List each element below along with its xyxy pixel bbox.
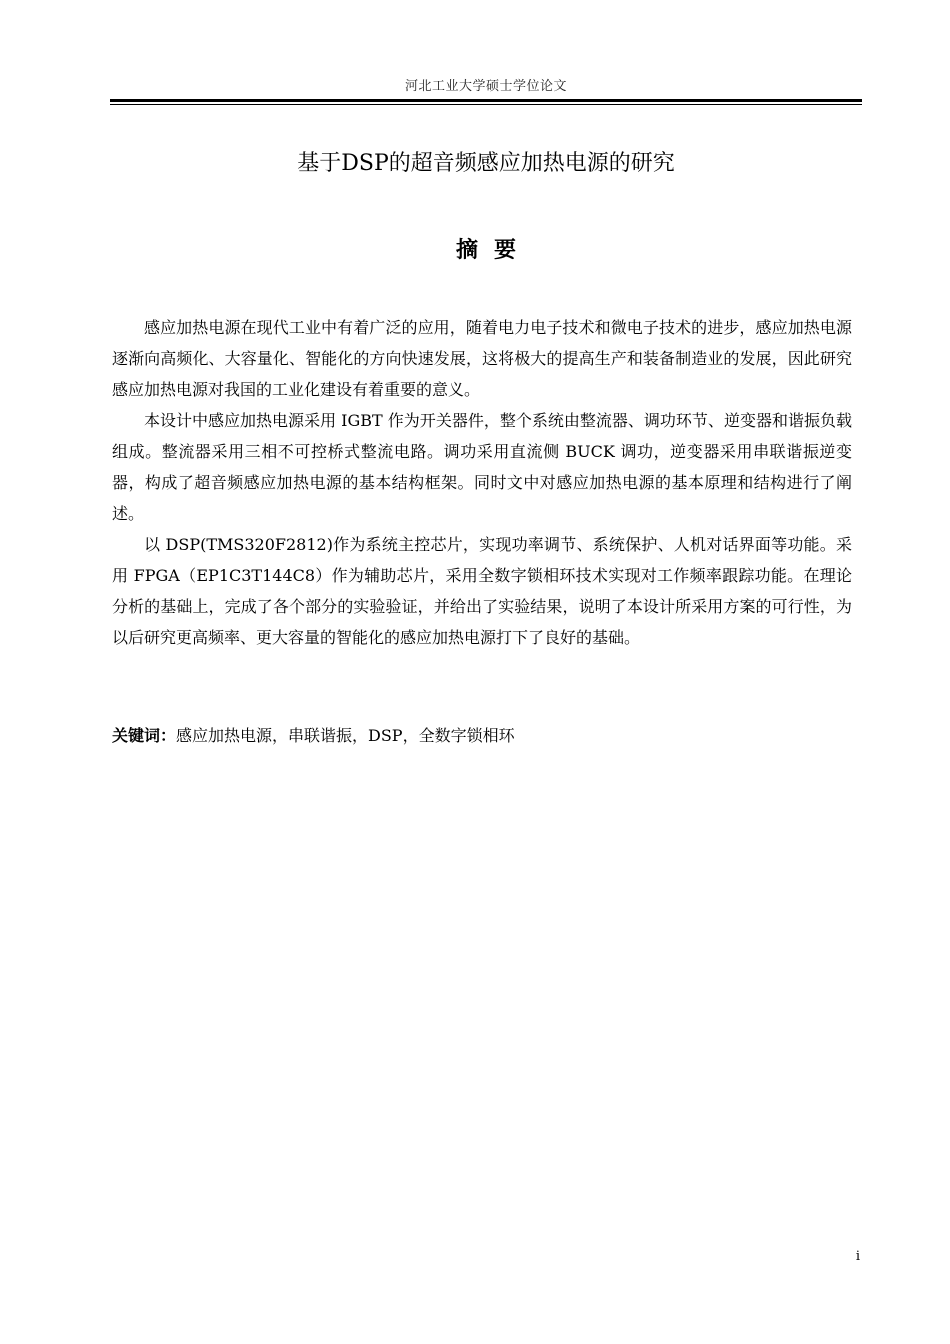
header-rule-thin (110, 104, 862, 105)
running-header: 河北工业大学硕士学位论文 (404, 79, 567, 94)
paper-title: 基于DSP的超音频感应加热电源的研究 (297, 151, 675, 176)
keywords-line (112, 722, 852, 750)
keywords-value: 感应加热电源，串联谐振，DSP，全数字锁相环 (176, 726, 515, 745)
abstract-heading: 摘要 (455, 237, 532, 263)
abstract-paragraph-2: 本设计中感应加热电源采用 IGBT 作为开关器件，整个系统由整流器、调功环节、逆变器和谐振负载组成。整流器采用三相不可控桥式整流电路。调功采用直流侧 BUCK 调功，逆变器采用串联谐振逆变器，构成了超音频感应加热电源的基本结构框架。同时文中对感应加热电源的基本原理和结构进行了阐述。 (112, 411, 852, 523)
header-rule-thick (110, 99, 862, 102)
abstract-paragraph-3: 以 DSP(TMS320F2812)作为系统主控芯片，实现功率调节、系统保护、人机对话界面等功能。采用 FPGA（EP1C3T144C8）作为辅助芯片，采用全数字锁相环技术实现对工作频率跟踪功能。在理论分析的基础上，完成了各个部分的实验验证，并给出了实验结果，说明了本设计所采用方案的可行性，为以后研究更高频率、更大容量的智能化的感应加热电源打下了良好的基础。 (112, 535, 852, 647)
keywords-label: 关键词： (112, 726, 177, 745)
abstract-paragraph-1: 感应加热电源在现代工业中有着广泛的应用，随着电力电子技术和微电子技术的进步，感应加热电源逐渐向高频化、大容量化、智能化的方向快速发展，这将极大的提高生产和装备制造业的发展，因此研究感应加热电源对我国的工业化建设有着重要的意义。 (112, 318, 852, 399)
abstract-body (112, 312, 852, 653)
page-number: i (855, 1249, 861, 1264)
